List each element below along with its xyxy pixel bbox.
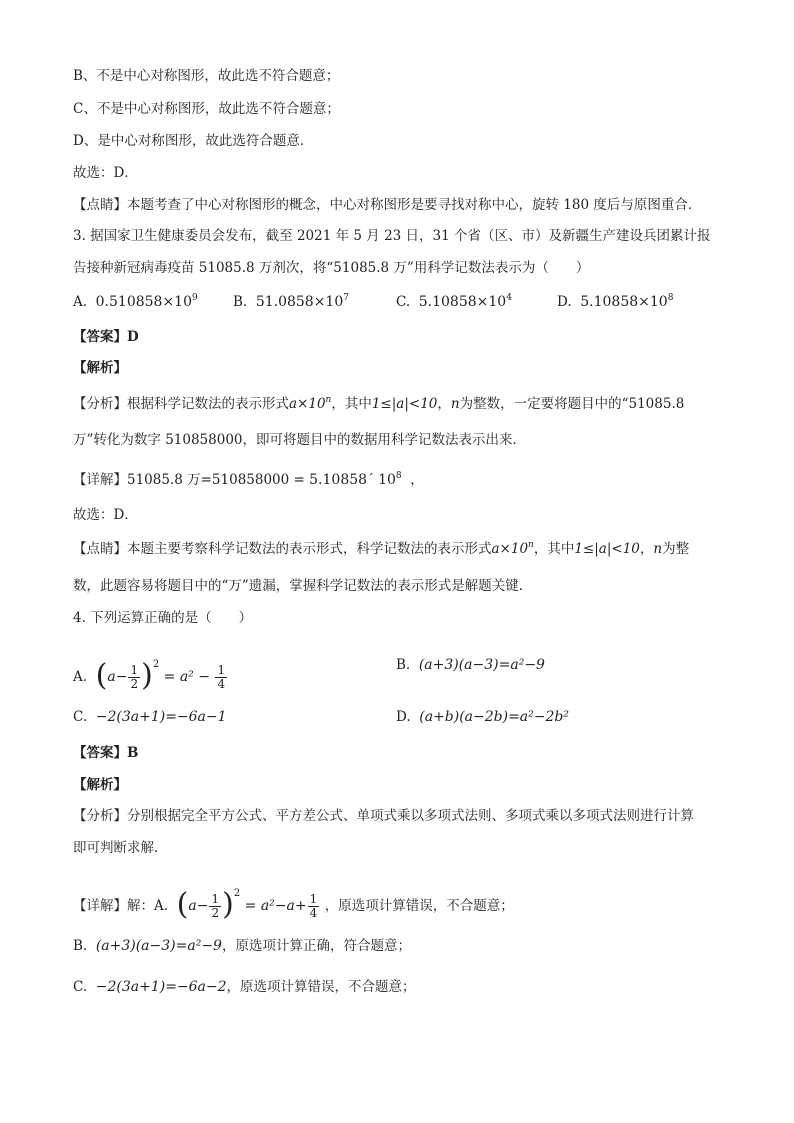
q3-option-c: C. $5.10858\times 10^4$ bbox=[396, 293, 512, 310]
q3-analysis-line2: 万”转化为数字 510858000，即可将题目中的数据用科学记数法表示出来． bbox=[73, 432, 526, 448]
q3-answer: 【答案】D bbox=[73, 329, 139, 345]
q4-detail-c: C. −2(3a+1)=−6a−2，原选项计算错误，不合题意； bbox=[73, 979, 416, 995]
q4-analysis-line2: 即可判断求解． bbox=[73, 840, 168, 856]
q3-analysis-line1: 【分析】根据科学记数法的表示形式$a\times 10^n$，其中1≤|a|<10，n为整数，一定要将题目中的“51085.8 bbox=[73, 395, 685, 412]
q4-option-c: C. −2(3a+1)=−6a−1 bbox=[73, 709, 227, 725]
q3-choose: 故选：D． bbox=[73, 507, 138, 523]
solution-b-line: B、不是中心对称图形，故此选不符合题意； bbox=[73, 68, 340, 84]
solution-d-line: D、是中心对称图形，故此选符合题意． bbox=[73, 133, 314, 149]
q3-comment-line1: 【点睛】本题主要考察科学记数法的表示形式，科学记数法的表示形式$a\times 10^n$，其中1≤|a|<10，n为整 bbox=[73, 540, 690, 557]
q3-stem-line2: 告接种新冠病毒疫苗 51085.8 万剂次，将“51085.8 万”用科学记数法表示为（ ） bbox=[73, 260, 590, 276]
choose-line-q2: 故选：D． bbox=[73, 165, 138, 181]
q3-detail: 【详解】51085.8 万=510858000 = 5.10858´ $10^8$ ， bbox=[73, 471, 424, 488]
solution-c-line: C、不是中心对称图形，故此选不符合题意； bbox=[73, 101, 340, 117]
q4-stem: 4. 下列运算正确的是（ ） bbox=[73, 610, 253, 626]
q3-stem-line1: 3. 据国家卫生健康委员会发布，截至 2021 年 5 月 23 日，31 个省（区、市）及新疆生产建设兵团累计报 bbox=[73, 228, 711, 244]
q3-option-a: A. $0.510858\times 10^9$ bbox=[73, 293, 198, 310]
q3-analysis-heading: 【解析】 bbox=[73, 360, 127, 376]
q4-option-a: A. (a− $\frac{1}{2}$ )$^2$ = a² − $\frac{1}{4}$ bbox=[73, 658, 226, 693]
q4-detail-b: B. (a+3)(a−3)=a²−9，原选项计算正确，符合题意； bbox=[73, 938, 411, 954]
q4-answer: 【答案】B bbox=[73, 745, 139, 761]
q4-detail-a: 【详解】解：A. (a− $\frac{1}{2}$ )$^2$ = a²−a+ $\frac{1}{4}$ ，原选项计算错误，不合题意； bbox=[73, 887, 514, 922]
q4-option-b: B. (a+3)(a−3)=a²−9 bbox=[396, 657, 545, 673]
q3-comment-line2: 数，此题容易将题目中的“万”遗漏，掌握科学记数法的表示形式是解题关键． bbox=[73, 578, 533, 594]
q4-option-d: D. (a+b)(a−2b)=a²−2b² bbox=[396, 709, 569, 725]
q4-analysis-line1: 【分析】分别根据完全平方公式、平方差公式、单项式乘以多项式法则、多项式乘以多项式法则进行计算 bbox=[73, 808, 694, 824]
q3-option-d: D. $5.10858\times 10^8$ bbox=[557, 293, 674, 310]
q4-analysis-heading: 【解析】 bbox=[73, 777, 127, 793]
q3-option-b: B. $51.0858\times 10^7$ bbox=[233, 293, 349, 310]
comment-q2: 【点睛】本题考查了中心对称图形的概念，中心对称图形是要寻找对称中心，旋转 180 度后与原图重合． bbox=[73, 197, 702, 213]
